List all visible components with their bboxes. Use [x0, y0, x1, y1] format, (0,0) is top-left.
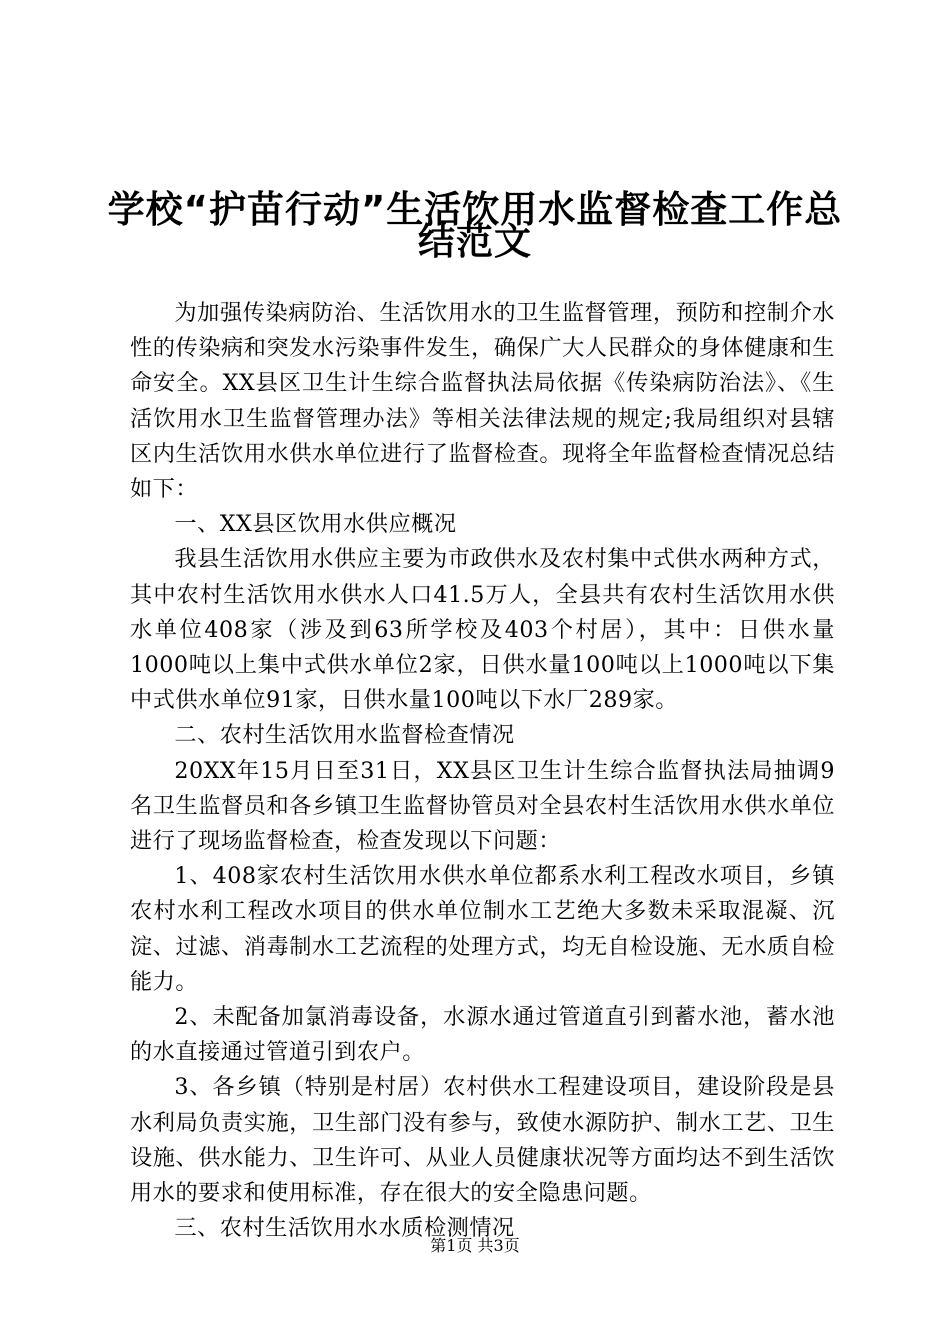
paragraph-inspection: 20XX年15月日至31日，XX县区卫生计生综合监督执法局抽调9名卫生监督员和各乡镇卫生监督协管员对全县农村生活饮用水供水单位进行了现场监督检查，检查发现以下问题： [130, 757, 835, 855]
paragraph-issue-2: 2、未配备加氯消毒设备，水源水通过管道直引到蓄水池，蓄水池的水直接通过管道引到农户。 [130, 1004, 835, 1066]
page-footer: 第1页 共3页 [430, 1236, 520, 1255]
paragraph-intro: 为加强传染病防治、生活饮用水的卫生监督管理，预防和控制介水性的传染病和突发水污染事件发生，确保广大人民群众的身体健康和生命安全。XX县区卫生计生综合监督执法局依据《传染病防治法》、《生活饮用水卫生监督管理办法》等相关法律法规的规定;我局组织对县辖区内生活饮用水供水单位进行了监督检查。现将全年监督检查情况总结如下： [130, 300, 835, 503]
document-title-line-2: 结范文 [418, 220, 532, 263]
section-heading-1: 一、XX县区饮用水供应概况 [174, 511, 457, 538]
paragraph-issue-3: 3、各乡镇（特别是村居）农村供水工程建设项目，建设阶段是县水利局负责实施，卫生部门没有参与，致使水源防护、制水工艺、卫生设施、供水能力、卫生许可、从业人员健康状况等方面均达不到生活饮用水的要求和使用标准，存在很大的安全隐患问题。 [130, 1074, 835, 1207]
paragraph-supply-overview: 我县生活饮用水供应主要为市政供水及农村集中式供水两种方式，其中农村生活饮用水供水人口41.5万人，全县共有农村生活饮用水供水单位408家（涉及到63所学校及403个村居），其中：日供水量1000吨以上集中式供水单位2家，日供水量100吨以上1000吨以下集中式供水单位91家，日供水量100吨以下水厂289家。 [130, 546, 835, 714]
document-body [130, 296, 835, 1246]
paragraph-issue-1: 1、408家农村生活饮用水供水单位都系水利工程改水项目，乡镇农村水利工程改水项目的供水单位制水工艺绝大多数未采取混凝、沉淀、过滤、消毒制水工艺流程的处理方式，均无自检设施、无水质自检能力。 [130, 863, 835, 995]
section-heading-3: 三、农村生活饮用水水质检测情况 [174, 1215, 515, 1242]
document-title-line-1: 学校“护苗行动”生活饮用水监督检查工作总 [107, 188, 843, 231]
section-heading-2: 二、农村生活饮用水监督检查情况 [174, 722, 515, 749]
